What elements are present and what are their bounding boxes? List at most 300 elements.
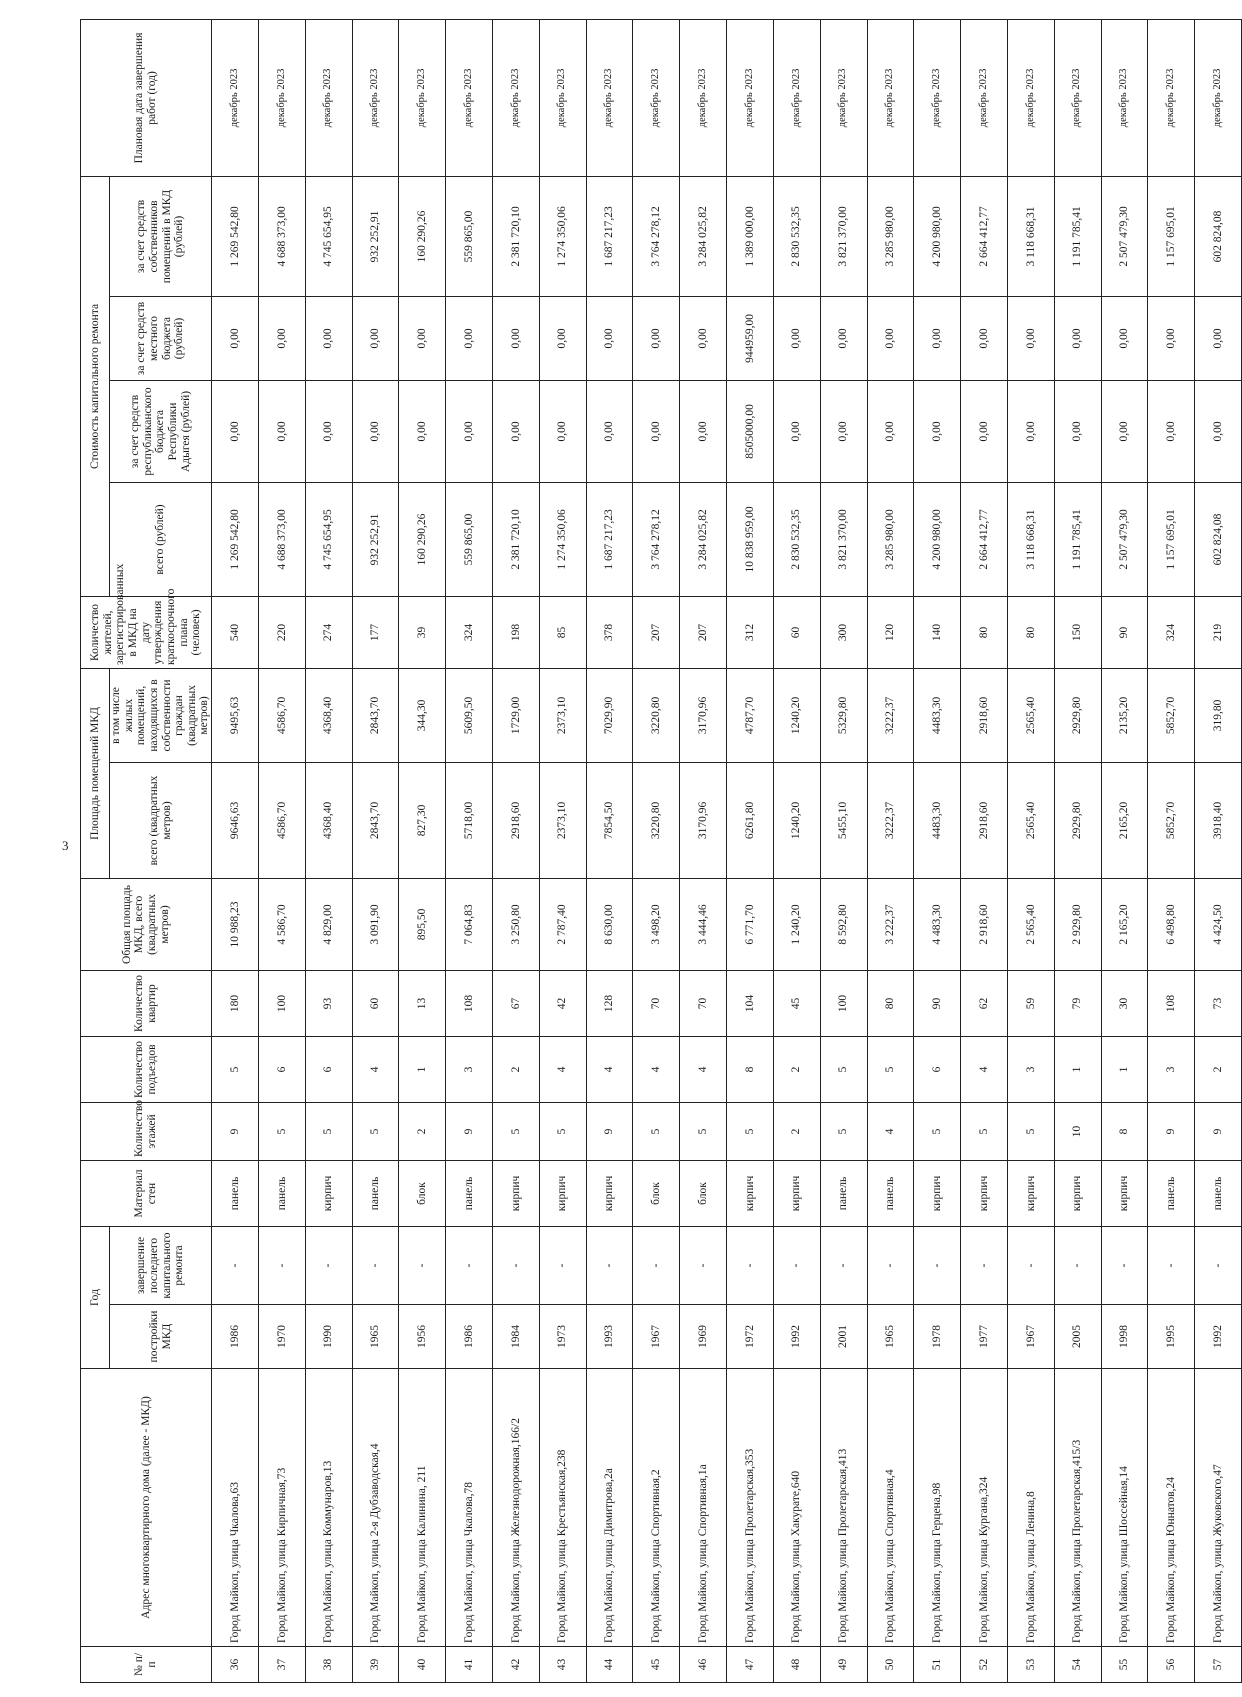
cell-floors: 5 — [539, 1102, 586, 1160]
cell-planned-date: декабрь 2023 — [820, 19, 867, 176]
cell-total-area: 4 829,00 — [305, 878, 352, 970]
table-row — [1148, 19, 1195, 1682]
cell-cost-local: 0,00 — [539, 296, 586, 380]
cell-wall-material: панель — [212, 1160, 259, 1226]
cell-cost-republic: 0,00 — [258, 380, 305, 482]
cell-total-area: 6 498,80 — [1148, 878, 1195, 970]
cell-premises-owned: 2135,20 — [1101, 668, 1148, 762]
cell-total-area: 4 586,70 — [258, 878, 305, 970]
cell-entrances: 5 — [820, 1036, 867, 1102]
header-num: № п/п — [81, 1647, 212, 1683]
cell-residents: 140 — [914, 596, 961, 668]
cell-floors: 9 — [1148, 1102, 1195, 1160]
cell-cost-republic: 0,00 — [1101, 380, 1148, 482]
cell-cost-total: 1 687 217,23 — [586, 482, 633, 596]
cell-premises-owned: 5329,80 — [820, 668, 867, 762]
cell-residents: 219 — [1195, 596, 1242, 668]
cell-num: 42 — [493, 1647, 540, 1683]
header-apartments: Количество квартир — [81, 970, 212, 1036]
cell-cost-republic: 0,00 — [399, 380, 446, 482]
cell-premises-total: 3918,40 — [1195, 762, 1242, 878]
cell-address: Город Майкоп, улица Димитрова,2а — [586, 1369, 633, 1647]
cell-premises-total: 2843,70 — [352, 762, 399, 878]
cell-address: Город Майкоп, улица Ленина,8 — [1007, 1369, 1054, 1647]
cell-premises-total: 5718,00 — [446, 762, 493, 878]
cell-floors: 8 — [1101, 1102, 1148, 1160]
cell-address: Город Майкоп, улица Чкалова,63 — [212, 1369, 259, 1647]
cell-address: Город Майкоп, улица Чкалова,78 — [446, 1369, 493, 1647]
cell-cost-local: 944959,00 — [727, 296, 774, 380]
cell-year-last-repair: - — [1148, 1226, 1195, 1304]
cell-floors: 5 — [1007, 1102, 1054, 1160]
table-row — [352, 19, 399, 1682]
table-row — [914, 19, 961, 1682]
cell-wall-material: кирпич — [727, 1160, 774, 1226]
cell-year-built: 1998 — [1101, 1305, 1148, 1369]
cell-residents: 80 — [1007, 596, 1054, 668]
cell-cost-local: 0,00 — [633, 296, 680, 380]
cell-year-last-repair: - — [1054, 1226, 1101, 1304]
cell-year-built: 2005 — [1054, 1305, 1101, 1369]
cell-total-area: 3 444,46 — [680, 878, 727, 970]
cell-cost-owners: 2 507 479,30 — [1101, 176, 1148, 296]
cell-premises-owned: 2918,60 — [961, 668, 1008, 762]
cell-address: Город Майкоп, улица Спортивная,2 — [633, 1369, 680, 1647]
cell-cost-owners: 2 830 532,35 — [773, 176, 820, 296]
cell-planned-date: декабрь 2023 — [1195, 19, 1242, 176]
cell-year-built: 1965 — [352, 1305, 399, 1369]
cell-premises-owned: 2929,80 — [1054, 668, 1101, 762]
cell-entrances: 3 — [446, 1036, 493, 1102]
cell-cost-owners: 1 269 542,80 — [212, 176, 259, 296]
table-body — [212, 19, 1242, 1682]
cell-entrances: 4 — [961, 1036, 1008, 1102]
cell-premises-total: 2565,40 — [1007, 762, 1054, 878]
cell-cost-local: 0,00 — [258, 296, 305, 380]
cell-planned-date: декабрь 2023 — [539, 19, 586, 176]
cell-premises-total: 2918,60 — [961, 762, 1008, 878]
cell-cost-owners: 160 290,26 — [399, 176, 446, 296]
header-cost-republic: за счет средств республиканского бюджета Республики Адыгея (рублей) — [110, 380, 212, 482]
header-address: Адрес многоквартирного дома (далее - МКД) — [81, 1369, 212, 1647]
cell-num: 46 — [680, 1647, 727, 1683]
cell-cost-local: 0,00 — [773, 296, 820, 380]
header-year-built: постройки МКД — [110, 1305, 212, 1369]
cell-premises-owned: 3222,37 — [867, 668, 914, 762]
cell-cost-republic: 0,00 — [352, 380, 399, 482]
cell-address: Город Майкоп, улица Жуковского,47 — [1195, 1369, 1242, 1647]
cell-entrances: 1 — [399, 1036, 446, 1102]
table-row — [727, 19, 774, 1682]
cell-address: Город Майкоп, улица Пролетарская,353 — [727, 1369, 774, 1647]
cell-total-area: 3 222,37 — [867, 878, 914, 970]
cell-entrances: 6 — [305, 1036, 352, 1102]
cell-floors: 2 — [773, 1102, 820, 1160]
cell-premises-owned: 1240,20 — [773, 668, 820, 762]
cell-year-last-repair: - — [305, 1226, 352, 1304]
cell-floors: 9 — [586, 1102, 633, 1160]
cell-residents: 300 — [820, 596, 867, 668]
cell-wall-material: кирпич — [773, 1160, 820, 1226]
header-cost-local: за счет средств местного бюджета (рублей) — [110, 296, 212, 380]
cell-premises-owned: 2565,40 — [1007, 668, 1054, 762]
cell-residents: 312 — [727, 596, 774, 668]
cell-floors: 5 — [258, 1102, 305, 1160]
cell-residents: 220 — [258, 596, 305, 668]
cell-year-last-repair: - — [867, 1226, 914, 1304]
cell-entrances: 4 — [680, 1036, 727, 1102]
cell-premises-total: 5455,10 — [820, 762, 867, 878]
cell-cost-owners: 3 821 370,00 — [820, 176, 867, 296]
cell-cost-owners: 932 252,91 — [352, 176, 399, 296]
cell-cost-owners: 602 824,08 — [1195, 176, 1242, 296]
cell-apartments: 100 — [820, 970, 867, 1036]
cell-premises-total: 2929,80 — [1054, 762, 1101, 878]
table-row — [539, 19, 586, 1682]
cell-address: Город Майкоп, улица Кирпичная,73 — [258, 1369, 305, 1647]
cell-planned-date: декабрь 2023 — [680, 19, 727, 176]
cell-planned-date: декабрь 2023 — [914, 19, 961, 176]
cell-entrances: 4 — [352, 1036, 399, 1102]
cell-entrances: 3 — [1148, 1036, 1195, 1102]
cell-wall-material: блок — [399, 1160, 446, 1226]
cell-cost-total: 160 290,26 — [399, 482, 446, 596]
cell-premises-total: 2165,20 — [1101, 762, 1148, 878]
cell-year-built: 2001 — [820, 1305, 867, 1369]
cell-cost-total: 3 285 980,00 — [867, 482, 914, 596]
cell-total-area: 4 424,50 — [1195, 878, 1242, 970]
cell-address: Город Майкоп, улица Герцена,98 — [914, 1369, 961, 1647]
cell-cost-local: 0,00 — [1007, 296, 1054, 380]
cell-planned-date: декабрь 2023 — [352, 19, 399, 176]
cell-year-last-repair: - — [446, 1226, 493, 1304]
cell-num: 49 — [820, 1647, 867, 1683]
cell-cost-republic: 0,00 — [867, 380, 914, 482]
cell-cost-owners: 2 381 720,10 — [493, 176, 540, 296]
cell-premises-total: 3222,37 — [867, 762, 914, 878]
cell-num: 37 — [258, 1647, 305, 1683]
header-entrances: Количество подъездов — [81, 1036, 212, 1102]
header-cost-group: Стоимость капитального ремонта — [81, 176, 110, 596]
cell-total-area: 7 064,83 — [446, 878, 493, 970]
cell-num: 51 — [914, 1647, 961, 1683]
cell-residents: 177 — [352, 596, 399, 668]
cell-planned-date: декабрь 2023 — [961, 19, 1008, 176]
cell-wall-material: кирпич — [961, 1160, 1008, 1226]
table-row — [1101, 19, 1148, 1682]
cell-cost-republic: 0,00 — [961, 380, 1008, 482]
cell-num: 45 — [633, 1647, 680, 1683]
cell-floors: 5 — [914, 1102, 961, 1160]
cell-cost-total: 10 838 959,00 — [727, 482, 774, 596]
cell-num: 38 — [305, 1647, 352, 1683]
table-row — [493, 19, 540, 1682]
cell-premises-owned: 2373,10 — [539, 668, 586, 762]
cell-year-last-repair: - — [258, 1226, 305, 1304]
cell-wall-material: панель — [1148, 1160, 1195, 1226]
cell-floors: 5 — [961, 1102, 1008, 1160]
cell-premises-owned: 3170,96 — [680, 668, 727, 762]
cell-num: 48 — [773, 1647, 820, 1683]
header-cost-total: всего (рублей) — [110, 482, 212, 596]
cell-num: 54 — [1054, 1647, 1101, 1683]
cell-wall-material: кирпич — [539, 1160, 586, 1226]
cell-year-built: 1969 — [680, 1305, 727, 1369]
cell-num: 52 — [961, 1647, 1008, 1683]
cell-apartments: 80 — [867, 970, 914, 1036]
cell-cost-total: 2 507 479,30 — [1101, 482, 1148, 596]
cell-residents: 540 — [212, 596, 259, 668]
cell-cost-owners: 3 284 025,82 — [680, 176, 727, 296]
cell-floors: 9 — [446, 1102, 493, 1160]
cell-premises-total: 3220,80 — [633, 762, 680, 878]
cell-address: Город Майкоп, улица Пролетарская,415/3 — [1054, 1369, 1101, 1647]
cell-planned-date: декабрь 2023 — [399, 19, 446, 176]
cell-year-built: 1965 — [867, 1305, 914, 1369]
cell-total-area: 3 250,80 — [493, 878, 540, 970]
cell-cost-total: 3 764 278,12 — [633, 482, 680, 596]
cell-year-last-repair: - — [586, 1226, 633, 1304]
cell-year-built: 1956 — [399, 1305, 446, 1369]
cell-cost-local: 0,00 — [1101, 296, 1148, 380]
cell-cost-republic: 0,00 — [680, 380, 727, 482]
cell-year-last-repair: - — [820, 1226, 867, 1304]
table-row — [961, 19, 1008, 1682]
cell-year-last-repair: - — [212, 1226, 259, 1304]
cell-entrances: 2 — [773, 1036, 820, 1102]
cell-residents: 274 — [305, 596, 352, 668]
cell-planned-date: декабрь 2023 — [773, 19, 820, 176]
header-wall-material: Материал стен — [81, 1160, 212, 1226]
cell-year-built: 1992 — [1195, 1305, 1242, 1369]
cell-total-area: 2 165,20 — [1101, 878, 1148, 970]
cell-year-built: 1992 — [773, 1305, 820, 1369]
cell-entrances: 4 — [633, 1036, 680, 1102]
cell-premises-owned: 344,30 — [399, 668, 446, 762]
cell-cost-owners: 4 745 654,95 — [305, 176, 352, 296]
cell-num: 57 — [1195, 1647, 1242, 1683]
cell-year-built: 1970 — [258, 1305, 305, 1369]
cell-planned-date: декабрь 2023 — [1054, 19, 1101, 176]
rotated-table-container — [80, 20, 1224, 1683]
cell-entrances: 2 — [493, 1036, 540, 1102]
cell-premises-total: 7854,50 — [586, 762, 633, 878]
cell-year-built: 1973 — [539, 1305, 586, 1369]
cell-cost-local: 0,00 — [1054, 296, 1101, 380]
cell-year-built: 1967 — [633, 1305, 680, 1369]
cell-total-area: 2 565,40 — [1007, 878, 1054, 970]
cell-floors: 5 — [305, 1102, 352, 1160]
cell-year-last-repair: - — [680, 1226, 727, 1304]
cell-num: 50 — [867, 1647, 914, 1683]
cell-residents: 324 — [1148, 596, 1195, 668]
table-row — [867, 19, 914, 1682]
cell-cost-republic: 0,00 — [586, 380, 633, 482]
cell-apartments: 30 — [1101, 970, 1148, 1036]
cell-planned-date: декабрь 2023 — [867, 19, 914, 176]
table-row — [212, 19, 259, 1682]
cell-cost-republic: 8505000,00 — [727, 380, 774, 482]
cell-premises-total: 6261,80 — [727, 762, 774, 878]
cell-cost-republic: 0,00 — [212, 380, 259, 482]
cell-year-built: 1967 — [1007, 1305, 1054, 1369]
cell-planned-date: декабрь 2023 — [633, 19, 680, 176]
cell-premises-owned: 4787,70 — [727, 668, 774, 762]
cell-planned-date: декабрь 2023 — [727, 19, 774, 176]
cell-num: 53 — [1007, 1647, 1054, 1683]
cell-cost-total: 4 688 373,00 — [258, 482, 305, 596]
cell-cost-total: 1 191 785,41 — [1054, 482, 1101, 596]
cell-year-last-repair: - — [961, 1226, 1008, 1304]
header-year-group: Год — [81, 1226, 110, 1368]
cell-premises-total: 1240,20 — [773, 762, 820, 878]
cell-cost-republic: 0,00 — [1195, 380, 1242, 482]
cell-wall-material: панель — [446, 1160, 493, 1226]
cell-premises-total: 3170,96 — [680, 762, 727, 878]
cell-premises-total: 4586,70 — [258, 762, 305, 878]
cell-year-last-repair: - — [1195, 1226, 1242, 1304]
cell-floors: 4 — [867, 1102, 914, 1160]
cell-cost-owners: 3 118 668,31 — [1007, 176, 1054, 296]
cell-planned-date: декабрь 2023 — [446, 19, 493, 176]
cell-cost-republic: 0,00 — [633, 380, 680, 482]
cell-cost-owners: 4 200 980,00 — [914, 176, 961, 296]
cell-cost-total: 1 274 350,06 — [539, 482, 586, 596]
cell-entrances: 6 — [258, 1036, 305, 1102]
cell-residents: 198 — [493, 596, 540, 668]
cell-planned-date: декабрь 2023 — [586, 19, 633, 176]
cell-wall-material: кирпич — [1007, 1160, 1054, 1226]
cell-total-area: 10 988,23 — [212, 878, 259, 970]
table-row — [305, 19, 352, 1682]
cell-premises-owned: 2843,70 — [352, 668, 399, 762]
cell-num: 36 — [212, 1647, 259, 1683]
header-planned-date: Плановая дата завершения работ (год) — [81, 19, 212, 176]
cell-cost-local: 0,00 — [914, 296, 961, 380]
cell-planned-date: декабрь 2023 — [1101, 19, 1148, 176]
cell-entrances: 5 — [212, 1036, 259, 1102]
cell-cost-republic: 0,00 — [820, 380, 867, 482]
cell-total-area: 6 771,70 — [727, 878, 774, 970]
cell-cost-total: 3 821 370,00 — [820, 482, 867, 596]
cell-cost-owners: 3 764 278,12 — [633, 176, 680, 296]
cell-premises-owned: 4368,40 — [305, 668, 352, 762]
cell-num: 39 — [352, 1647, 399, 1683]
cell-floors: 5 — [352, 1102, 399, 1160]
cell-apartments: 108 — [1148, 970, 1195, 1036]
cell-entrances: 1 — [1101, 1036, 1148, 1102]
cell-premises-owned: 7029,90 — [586, 668, 633, 762]
cell-floors: 5 — [680, 1102, 727, 1160]
header-premises-owned: в том числе жилых помещений, находящихся в собственности граждан (квадратных метров) — [110, 668, 212, 762]
cell-cost-republic: 0,00 — [1007, 380, 1054, 482]
cell-residents: 150 — [1054, 596, 1101, 668]
cell-cost-total: 4 745 654,95 — [305, 482, 352, 596]
cell-wall-material: кирпич — [1101, 1160, 1148, 1226]
cell-apartments: 180 — [212, 970, 259, 1036]
cell-year-last-repair: - — [773, 1226, 820, 1304]
header-total-area: Общая площадь МКД, всего (квадратных метров) — [81, 878, 212, 970]
cell-year-last-repair: - — [914, 1226, 961, 1304]
cell-cost-local: 0,00 — [399, 296, 446, 380]
cell-cost-local: 0,00 — [212, 296, 259, 380]
cell-total-area: 8 630,00 — [586, 878, 633, 970]
cell-address: Город Майкоп, улица Коммунаров,13 — [305, 1369, 352, 1647]
cell-entrances: 8 — [727, 1036, 774, 1102]
cell-cost-owners: 559 865,00 — [446, 176, 493, 296]
cell-apartments: 62 — [961, 970, 1008, 1036]
cell-year-built: 1972 — [727, 1305, 774, 1369]
cell-year-built: 1984 — [493, 1305, 540, 1369]
cell-apartments: 104 — [727, 970, 774, 1036]
cell-address: Город Майкоп, улица Спортивная,4 — [867, 1369, 914, 1647]
cell-planned-date: декабрь 2023 — [212, 19, 259, 176]
cell-residents: 324 — [446, 596, 493, 668]
cell-residents: 207 — [633, 596, 680, 668]
cell-premises-total: 5852,70 — [1148, 762, 1195, 878]
cell-address: Город Майкоп, улица Шоссейная,14 — [1101, 1369, 1148, 1647]
cell-residents: 80 — [961, 596, 1008, 668]
cell-total-area: 895,50 — [399, 878, 446, 970]
cell-total-area: 3 498,20 — [633, 878, 680, 970]
cell-total-area: 2 929,80 — [1054, 878, 1101, 970]
cell-cost-owners: 3 285 980,00 — [867, 176, 914, 296]
cell-entrances: 1 — [1054, 1036, 1101, 1102]
cell-total-area: 4 483,30 — [914, 878, 961, 970]
cell-floors: 5 — [727, 1102, 774, 1160]
cell-apartments: 70 — [680, 970, 727, 1036]
cell-num: 56 — [1148, 1647, 1195, 1683]
cell-apartments: 67 — [493, 970, 540, 1036]
cell-cost-owners: 4 688 373,00 — [258, 176, 305, 296]
cell-total-area: 3 091,90 — [352, 878, 399, 970]
cell-cost-total: 559 865,00 — [446, 482, 493, 596]
cell-premises-total: 4483,30 — [914, 762, 961, 878]
cell-cost-total: 602 824,08 — [1195, 482, 1242, 596]
cell-wall-material: кирпич — [1054, 1160, 1101, 1226]
table-row — [258, 19, 305, 1682]
cell-cost-total: 1 157 695,01 — [1148, 482, 1195, 596]
cell-cost-local: 0,00 — [867, 296, 914, 380]
cell-year-last-repair: - — [493, 1226, 540, 1304]
cell-year-last-repair: - — [1007, 1226, 1054, 1304]
cell-cost-total: 2 381 720,10 — [493, 482, 540, 596]
cell-year-built: 1993 — [586, 1305, 633, 1369]
cell-wall-material: панель — [258, 1160, 305, 1226]
cell-cost-local: 0,00 — [352, 296, 399, 380]
cell-premises-owned: 5852,70 — [1148, 668, 1195, 762]
cell-floors: 5 — [493, 1102, 540, 1160]
cell-planned-date: декабрь 2023 — [1007, 19, 1054, 176]
cell-residents: 207 — [680, 596, 727, 668]
cell-planned-date: декабрь 2023 — [258, 19, 305, 176]
cell-year-last-repair: - — [633, 1226, 680, 1304]
cell-floors: 5 — [820, 1102, 867, 1160]
cell-num: 40 — [399, 1647, 446, 1683]
cell-year-last-repair: - — [352, 1226, 399, 1304]
cell-premises-total: 9646,63 — [212, 762, 259, 878]
cell-wall-material: кирпич — [586, 1160, 633, 1226]
cell-apartments: 93 — [305, 970, 352, 1036]
table-row — [399, 19, 446, 1682]
cell-entrances: 2 — [1195, 1036, 1242, 1102]
cell-apartments: 70 — [633, 970, 680, 1036]
header-residents: Количество жителей, зарегистрированных в МКД на дату утверждения краткосрочного плана (человек) — [81, 596, 212, 668]
cell-cost-owners: 1 274 350,06 — [539, 176, 586, 296]
cell-cost-republic: 0,00 — [914, 380, 961, 482]
cell-cost-republic: 0,00 — [539, 380, 586, 482]
cell-address: Город Майкоп, улица Крестьянская,238 — [539, 1369, 586, 1647]
